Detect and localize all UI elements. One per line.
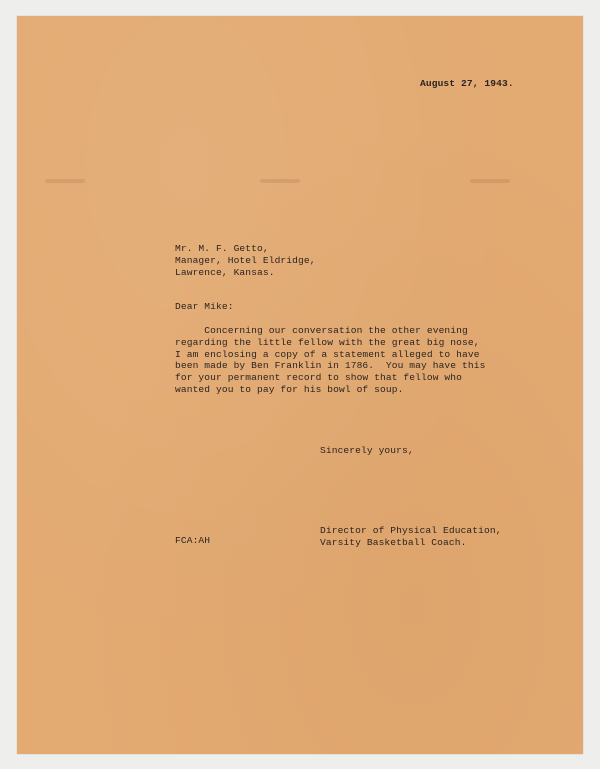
address-line: Lawrence, Kansas. [175, 266, 275, 278]
letter-body [175, 325, 485, 396]
faint-mark [470, 179, 510, 183]
letter-date: August 27, 1943. [420, 78, 514, 89]
recipient-address [175, 243, 316, 278]
body-line: I am enclosing a copy of a statement alleged to have [175, 348, 480, 360]
address-line: Manager, Hotel Eldridge, [175, 254, 316, 266]
faint-mark [260, 179, 300, 183]
salutation: Dear Mike: [175, 301, 234, 312]
body-line: Concerning our conversation the other evening [175, 325, 468, 336]
body-line: for your permanent record to show that fellow who [175, 372, 463, 384]
complimentary-close: Sincerely yours, [320, 445, 414, 456]
faint-mark [45, 179, 85, 183]
body-line: been made by Ben Franklin in 1786. You may have this [175, 360, 486, 372]
signature-title: Director of Physical Education, [320, 525, 502, 536]
signature-block [320, 525, 502, 549]
reference-initials: FCA:AH [175, 535, 211, 546]
address-line: Mr. M. F. Getto, [175, 243, 269, 254]
signature-title: Varsity Basketball Coach. [320, 536, 467, 548]
letter-sheet [17, 16, 583, 754]
body-line: regarding the little fellow with the great big nose, [175, 336, 480, 348]
body-line: wanted you to pay for his bowl of soup. [175, 383, 404, 395]
